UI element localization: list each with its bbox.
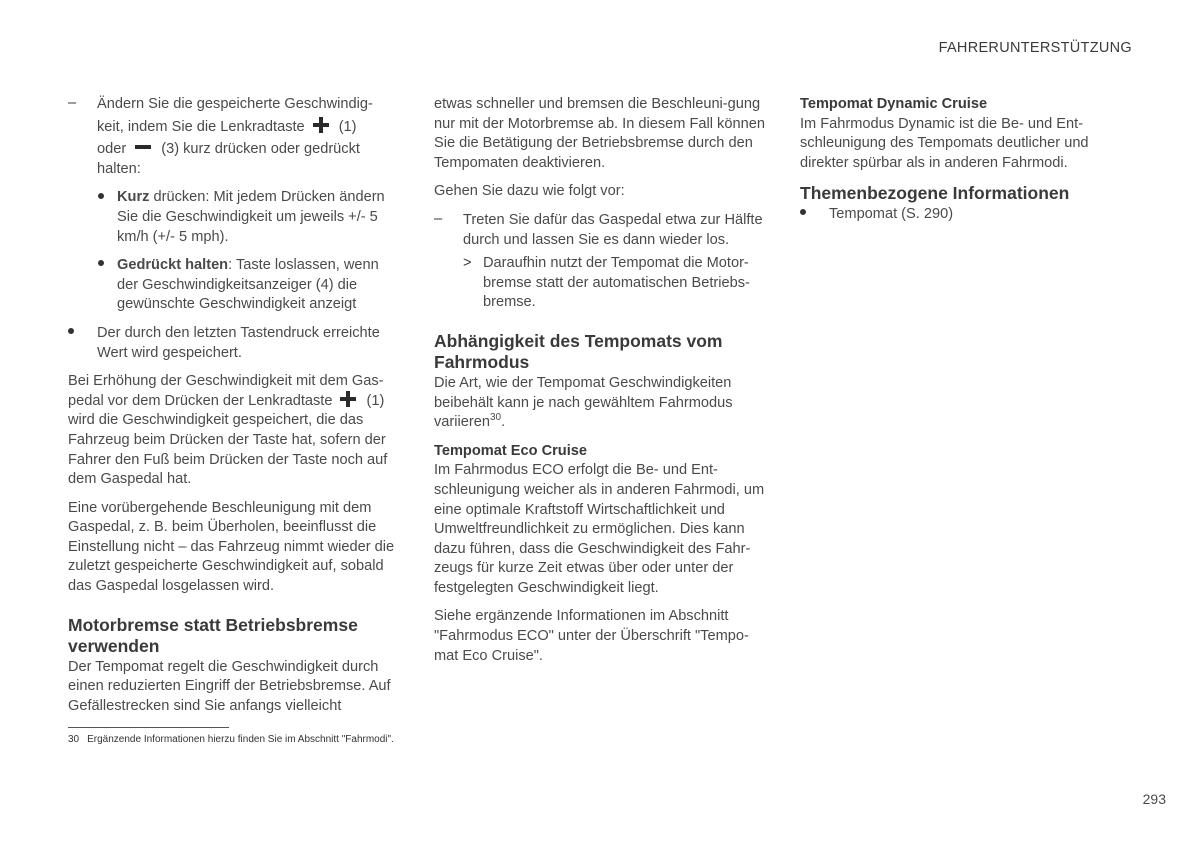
paragraph-text: Bei Erhöhung der Geschwindigkeit mit dem Gas- (68, 373, 384, 390)
dash-marker: – (434, 210, 443, 227)
paragraph-continued: etwas schneller und bremsen die Beschleuni-gung nur mit der Motorbremse ab. In diesem Fall können Sie die Betätigung der Betriebsbremse durch den Tempomaten deaktivieren. (434, 96, 765, 171)
paragraph-increase-speed (68, 372, 403, 490)
button-ref-1: (1) (366, 392, 385, 409)
related-link[interactable]: Tempomat (S. 290) (829, 205, 954, 222)
paragraph-text: wird die Geschwindigkeit gespeichert, die das Fahrzeug beim Drücken der Taste hat, sofern der Fahrer den Fuß beim Drücken der Taste noch auf dem Gaspedal hat. (68, 412, 388, 488)
sub-bullet-long-press (68, 256, 403, 315)
paragraph-temporary-acceleration: Eine vorübergehende Beschleunigung mit dem Gaspedal, z. B. beim Überholen, beeinflusst die Einstellung nicht – das Fahrzeug nimmt wieder die zuletzt gespeicherte Geschwindigkeit auf, sobald das Gaspedal losgelassen wird. (68, 499, 395, 595)
plus-icon (313, 117, 329, 133)
page-number: 293 (1142, 791, 1166, 807)
paragraph-procedure-intro: Gehen Sie dazu wie folgt vor: (434, 183, 625, 200)
dash-marker: – (68, 95, 77, 111)
bullet-stored-value (68, 324, 403, 363)
column-1 (68, 95, 403, 725)
bullet-icon (98, 256, 104, 276)
paragraph-drive-mode (434, 374, 770, 433)
dash-item-change-speed (68, 95, 403, 179)
footnote-number: 30 (68, 734, 80, 745)
column-2 (434, 95, 770, 675)
bold-term: Gedrückt halten (117, 257, 229, 274)
heading-engine-brake: Motorbremse statt Betriebsbremse verwenden (68, 614, 358, 657)
footnote (68, 734, 394, 745)
bullet-text: Der durch den letzten Tastendruck erreichte Wert wird gespeichert. (97, 324, 380, 361)
button-ref-3: (3) kurz drücken oder gedrückt (161, 141, 360, 158)
paragraph-text: Die Art, wie der Tempomat Geschwindigkeiten beibehält kann je nach gewähltem Fahrmodus variieren (434, 374, 733, 431)
result-arrow-icon: > (463, 255, 472, 272)
related-link-item[interactable] (800, 205, 1135, 225)
dash-line-4: halten: (97, 160, 141, 177)
footnote-ref[interactable]: 30 (489, 412, 502, 424)
sub-bullet-short-press (68, 188, 403, 247)
plus-icon (340, 391, 356, 407)
dash-text-3: oder (97, 141, 127, 158)
footnote-divider (68, 727, 229, 728)
bullet-icon (800, 205, 806, 225)
bullet-icon (98, 188, 104, 208)
bullet-icon (68, 324, 74, 344)
paragraph-text: pedal vor dem Drücken der Lenkradtaste (68, 392, 333, 409)
sub-bullet-text: drücken: Mit jedem Drücken ändern Sie die Geschwindigkeit um jeweils +/- 5 km/h (+/- 5 mph). (117, 189, 385, 245)
sub-bullet-text: : Taste loslassen, wenn der Geschwindigkeitsanzeiger (4) die gewünschte Geschwindigkeit anzeigt (117, 257, 379, 313)
result-text: Daraufhin nutzt der Tempomat die Motor-bremse statt der automatischen Betriebs-bremse. (483, 255, 750, 311)
subheading-dynamic-cruise: Tempomat Dynamic Cruise (800, 96, 988, 112)
heading-drive-mode: Abhängigkeit des Tempomats vom Fahrmodus (434, 330, 723, 373)
paragraph-see-also: Siehe ergänzende Informationen im Abschnitt "Fahrmodus ECO" unter der Überschrift "Tempo-mat Eco Cruise". (434, 608, 749, 664)
dash-line-1: Ändern Sie die gespeicherte Geschwindig- (97, 96, 373, 112)
minus-icon (135, 145, 151, 149)
bold-term: Kurz (117, 189, 150, 206)
section-header: FAHRERUNTERSTÜTZUNG (938, 40, 1132, 56)
button-ref-1: (1) (338, 118, 357, 135)
paragraph-end: . (501, 414, 506, 431)
dash-text-2: keit, indem Sie die Lenkradtaste (97, 118, 305, 135)
result-item (434, 254, 770, 313)
paragraph-engine-brake: Der Tempomat regelt die Geschwindigkeit durch einen reduzierten Eingriff der Betriebsbremse. Auf Gefällestrecken sind Sie anfangs vielleicht (68, 658, 391, 714)
dash-line-2 (97, 118, 403, 138)
subheading-eco-cruise: Tempomat Eco Cruise (434, 442, 587, 459)
column-3 (800, 95, 1135, 233)
dash-item-press-pedal (434, 211, 770, 250)
paragraph-dynamic-cruise: Im Fahrmodus Dynamic ist die Be- und Ent-schleunigung des Tempomats deutlicher und direkter spürbar als in anderen Fahrmodi. (800, 115, 1089, 171)
footnote-text: Ergänzende Informationen hierzu finden Sie im Abschnitt "Fahrmodi". (87, 734, 394, 745)
paragraph-eco-cruise: Im Fahrmodus ECO erfolgt die Be- und Ent-schleunigung weicher als in anderen Fahrmodi, um eine optimale Kraftstoff Wirtschaftlichkeit und Umweltfreundlichkeit zu ermöglichen. Dies kann dazu führen, dass die Geschwindigkeit des Fahr-zeugs für kurze Zeit etwas über oder unter der festgelegten Geschwindigkeit liegt. (434, 462, 765, 596)
dash-line-3 (97, 140, 403, 160)
heading-related-info: Themenbezogene Informationen (800, 183, 1070, 204)
dash-text: Treten Sie dafür das Gaspedal etwa zur Hälfte durch und lassen Sie es dann wieder los. (463, 211, 763, 248)
